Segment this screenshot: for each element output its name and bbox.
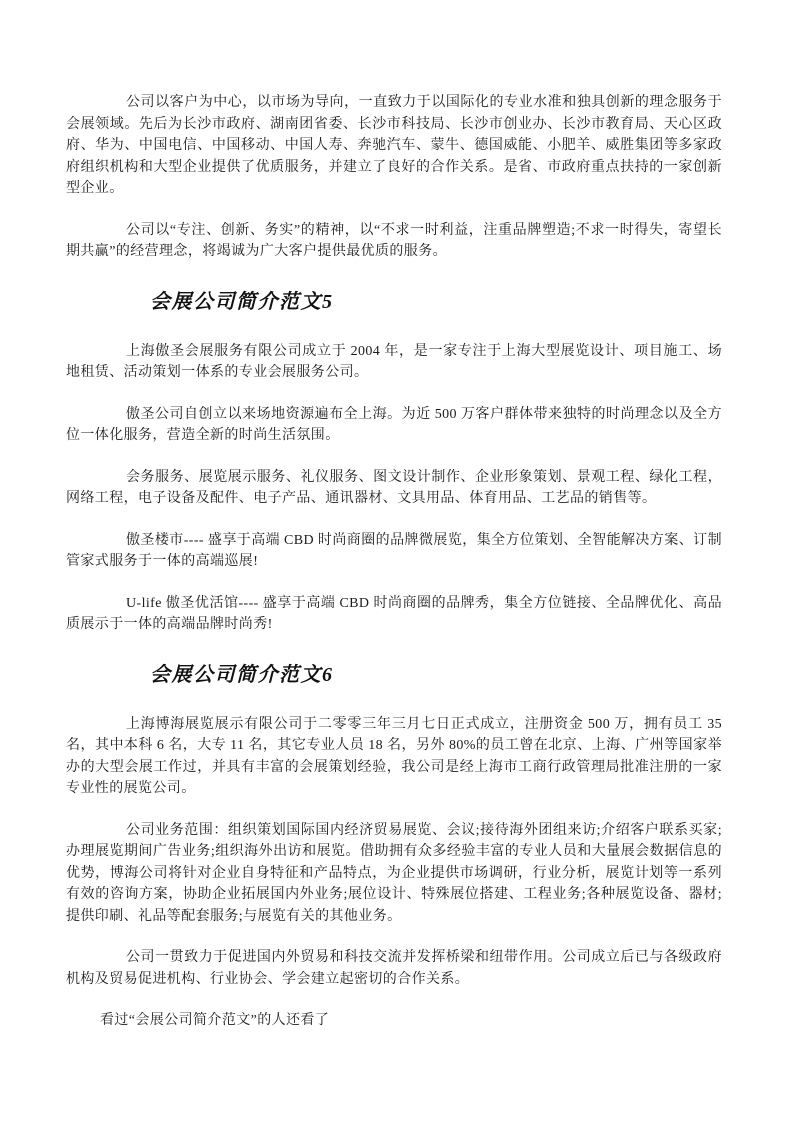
- paragraph-bohai-cooperation: 公司一贯致力于促进国内外贸易和科技交流并发挥桥梁和纽带作用。公司成立后已与各级政府机构及贸易促进机构、行业协会、学会建立起密切的合作关系。: [66, 950, 722, 987]
- paragraph-company-philosophy: 公司以“专注、创新、务实”的精神，以“不求一时利益，注重品牌塑造;不求一时得失，寄望长期共赢”的经营理念，将竭诚为广大客户提供最优质的服务。: [66, 222, 722, 259]
- paragraph-bohai-business-scope: 公司业务范围：组织策划国际国内经济贸易展览、会议;接待海外团组来访;介绍客户联系买家;办理展览期间广告业务;组织海外出访和展览。借助拥有众多经验丰富的专业人员和大量展会数据信息的优势，博海公司将针对企业自身特征和产品特点，为企业提供市场调研，行业分析，展览计划等一系列有效的咨询方案，协助企业拓展国内外业务;展位设计、特殊展位搭建、工程业务;各种展览设备、器材;提供印刷、礼品等配套服务;与展览有关的其他业务。: [66, 822, 722, 924]
- paragraph-bohai-intro: 上海博海展览展示有限公司于二零零三年三月七日正式成立，注册资金 500 万，拥有员工 35 名，其中本科 6 名，大专 11 名，其它专业人员 18 名，另外 80%的员工曾在北京、上海、广州等国家举办的大型会展工作过，并具有丰富的会展策划经验，我公司是经上海市工商行政管理局批准注册的一家专业性的展览公司。: [66, 716, 722, 796]
- closing-note: 看过“会展公司简介范文”的人还看了: [100, 1013, 330, 1028]
- paragraph-aosheng-intro: 上海傲圣会展服务有限公司成立于 2004 年，是一家专注于上海大型展览设计、项目施工、场地租赁、活动策划一体系的专业会展服务公司。: [66, 343, 722, 380]
- paragraph-aosheng-loushi: 傲圣楼市---- 盛享于高端 CBD 时尚商圈的品牌微展览，集全方位策划、全智能解决方案、订制管家式服务于一体的高端巡展!: [66, 532, 722, 569]
- paragraph-ulife-hall: U-life 傲圣优活馆---- 盛享于高端 CBD 时尚商圈的品牌秀，集全方位链接、全品牌优化、高品质展示于一体的高端品牌时尚秀!: [66, 595, 722, 632]
- section-heading-sample-6: 会展公司简介范文6: [150, 663, 334, 686]
- paragraph-aosheng-resources: 傲圣公司自创立以来场地资源遍布全上海。为近 500 万客户群体带来独特的时尚理念以及全方位一体化服务，营造全新的时尚生活氛围。: [66, 406, 722, 443]
- section-heading-sample-5: 会展公司简介范文5: [150, 290, 334, 313]
- paragraph-company-clients: 公司以客户为中心，以市场为导向，一直致力于以国际化的专业水准和独具创新的理念服务于会展领域。先后为长沙市政府、湖南团省委、长沙市科技局、长沙市创业办、长沙市教育局、天心区政府、华为、中国电信、中国移动、中国人寿、奔驰汽车、蒙牛、德国威能、小肥羊、威胜集团等多家政府组织机构和大型企业提供了优质服务，并建立了良好的合作关系。是省、市政府重点扶持的一家创新型企业。: [66, 95, 722, 196]
- paragraph-aosheng-services: 会务服务、展览展示服务、礼仪服务、图文设计制作、企业形象策划、景观工程、绿化工程，网络工程，电子设备及配件、电子产品、通讯器材、文具用品、体育用品、工艺品的销售等。: [66, 469, 722, 506]
